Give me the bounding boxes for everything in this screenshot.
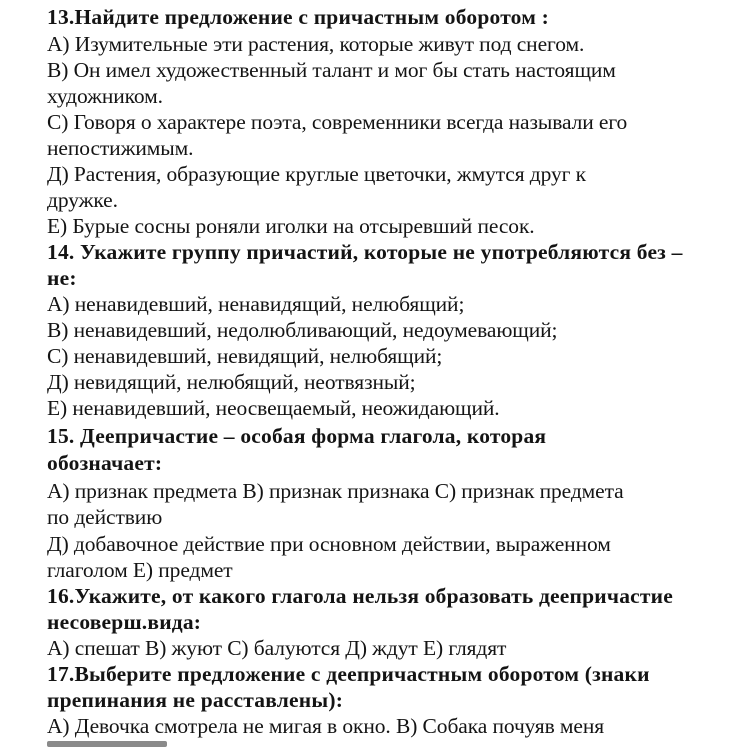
question-14-option-e: Е) ненавидевший, неосвещаемый, неожидающий. [47, 396, 500, 420]
cut-off-text-fragment [47, 741, 167, 747]
question-13-option-c-line1: С) Говоря о характере поэта, современники всегда называли его [47, 110, 628, 134]
question-16-options: А) спешат В) жуют С) балуются Д) ждут Е) глядят [47, 636, 507, 660]
question-14-option-a: А) ненавидевший, ненавидящий, нелюбящий; [47, 292, 465, 316]
question-14-option-b: В) ненавидевший, недолюбливающий, недоумевающий; [47, 318, 558, 342]
question-13-option-b-line2: художником. [47, 84, 163, 108]
question-13-option-c-line2: непостижимым. [47, 136, 194, 160]
question-14-option-d: Д) невидящий, нелюбящий, неотвязный; [47, 370, 416, 394]
question-15-options-line4: глаголом Е) предмет [47, 558, 233, 582]
question-13-option-e: Е) Бурые сосны роняли иголки на отсыревший песок. [47, 214, 535, 238]
question-17-title-line2: препинания не расставлены): [47, 688, 344, 712]
question-13-title: 13.Найдите предложение с причастным оборотом : [47, 5, 549, 29]
question-15-options-line1: А) признак предмета В) признак признака С) признак предмета [47, 479, 624, 503]
question-16-title-line2: несоверш.вида: [47, 610, 202, 634]
question-13-option-b-line1: В) Он имел художественный талант и мог бы стать настоящим [47, 58, 616, 82]
question-14-title-line1: 14. Укажите группу причастий, которые не употребляются без – [47, 240, 683, 264]
question-15-title-line1: 15. Деепричастие – особая форма глагола, которая [47, 424, 547, 448]
question-13-option-d-line2: дружке. [47, 188, 118, 212]
question-13-option-d-line1: Д) Растения, образующие круглые цветочки, жмутся друг к [47, 162, 586, 186]
question-15-options-line3: Д) добавочное действие при основном действии, выраженном [47, 532, 611, 556]
question-15-title-line2: обозначает: [47, 451, 163, 475]
question-14-option-c: С) ненавидевший, невидящий, нелюбящий; [47, 344, 443, 368]
question-15-options-line2: по действию [47, 505, 163, 529]
question-14-title-line2: не: [47, 266, 77, 290]
question-13-option-a: А) Изумительные эти растения, которые живут под снегом. [47, 32, 585, 56]
question-17-options-line1: А) Девочка смотрела не мигая в окно. В) Собака почуяв меня [47, 714, 605, 738]
question-16-title-line1: 16.Укажите, от какого глагола нельзя образовать деепричастие [47, 584, 673, 608]
question-17-title-line1: 17.Выберите предложение с деепричастным оборотом (знаки [47, 662, 650, 686]
